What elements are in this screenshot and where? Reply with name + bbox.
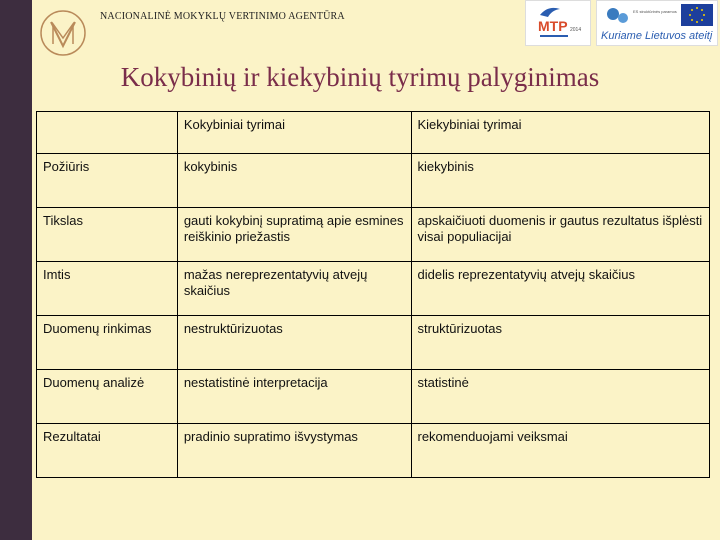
- table-row: [37, 370, 710, 424]
- qualitative-cell: nestatistinė interpretacija: [177, 370, 411, 424]
- eu-logo-top-text: ES struktūrinės paramos: [633, 9, 677, 14]
- quantitative-cell: struktūrizuotas: [411, 316, 710, 370]
- qualitative-cell: pradinio supratimo išvystymas: [177, 424, 411, 478]
- qualitative-cell: gauti kokybinį supratimą apie esmines reiškinio priežastis: [177, 208, 411, 262]
- row-label: Duomenų analizė: [37, 370, 178, 424]
- row-label: Tikslas: [37, 208, 178, 262]
- quantitative-cell: rekomenduojami veiksmai: [411, 424, 710, 478]
- agency-logo: [38, 8, 88, 58]
- table-row: [37, 154, 710, 208]
- table-row: [37, 424, 710, 478]
- header-cell-qualitative: Kokybiniai tyrimai: [177, 112, 411, 154]
- mtp-logo: [525, 0, 591, 46]
- comparison-table: [36, 111, 710, 478]
- table-row: [37, 316, 710, 370]
- agency-name: NACIONALINĖ MOKYKLŲ VERTINIMO AGENTŪRA: [100, 11, 345, 22]
- quantitative-cell: kiekybinis: [411, 154, 710, 208]
- table-header-row: [37, 112, 710, 154]
- header-cell-quantitative: Kiekybiniai tyrimai: [411, 112, 710, 154]
- table-row: [37, 262, 710, 316]
- mtp-logo-text: MTP: [538, 18, 568, 34]
- row-label: Rezultatai: [37, 424, 178, 478]
- row-label: Imtis: [37, 262, 178, 316]
- row-label: Duomenų rinkimas: [37, 316, 178, 370]
- eu-funding-logo: [596, 0, 718, 46]
- qualitative-cell: mažas nereprezentatyvių atvejų skaičius: [177, 262, 411, 316]
- header-cell-empty: [37, 112, 178, 154]
- quantitative-cell: didelis reprezentatyvių atvejų skaičius: [411, 262, 710, 316]
- quantitative-cell: statistinė: [411, 370, 710, 424]
- qualitative-cell: nestruktūrizuotas: [177, 316, 411, 370]
- table-row: [37, 208, 710, 262]
- slide-title: Kokybinių ir kiekybinių tyrimų palyginimas: [120, 62, 600, 92]
- quantitative-cell: apskaičiuoti duomenis ir gautus rezultatus išplėsti visai populiacijai: [411, 208, 710, 262]
- mtp-logo-sub: 2014: [570, 27, 582, 33]
- row-label: Požiūris: [37, 154, 178, 208]
- qualitative-cell: kokybinis: [177, 154, 411, 208]
- eu-logo-text: Kuriame Lietuvos ateitį: [601, 30, 713, 42]
